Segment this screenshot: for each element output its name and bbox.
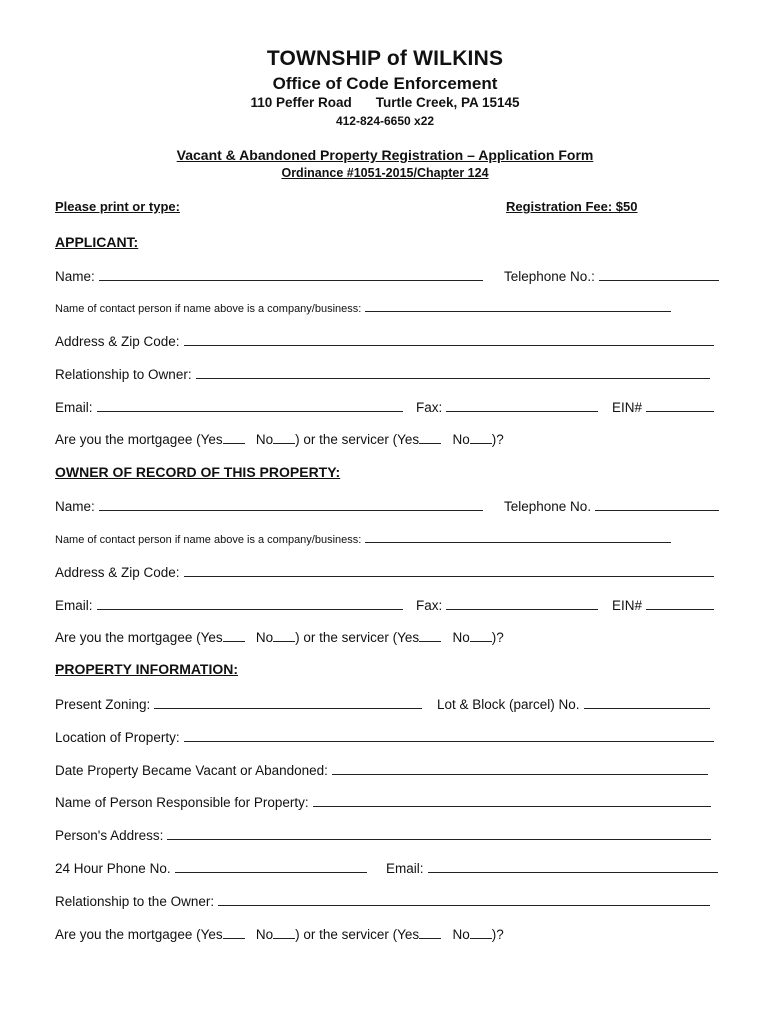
owner-question-end: )? <box>491 630 504 645</box>
property-date-row <box>55 762 708 779</box>
applicant-address-label: Address & Zip Code: <box>55 334 180 349</box>
property-zoning-field[interactable] <box>154 696 422 709</box>
owner-servicer-yes-field[interactable] <box>419 629 441 642</box>
applicant-name-field[interactable] <box>99 268 483 281</box>
applicant-name-label: Name: <box>55 269 95 284</box>
applicant-telephone-label: Telephone No.: <box>504 269 595 284</box>
owner-fax-row <box>416 597 598 614</box>
property-servicer-yes-field[interactable] <box>419 926 441 939</box>
applicant-mortgagee-question: Are you the mortgagee (Yes <box>55 432 223 447</box>
applicant-ein-row <box>612 399 714 416</box>
owner-name-row <box>55 498 483 515</box>
applicant-servicer-no-label: No <box>452 432 470 447</box>
owner-fax-label: Fax: <box>416 598 443 613</box>
property-location-field[interactable] <box>184 729 714 742</box>
owner-mortgagee-yes-field[interactable] <box>223 629 245 642</box>
property-servicer-no-field[interactable] <box>470 926 492 939</box>
owner-fax-field[interactable] <box>446 597 598 610</box>
owner-contact-field[interactable] <box>365 532 671 543</box>
property-mortgagee-no-field[interactable] <box>273 926 295 939</box>
applicant-fax-row <box>416 399 598 416</box>
applicant-fax-field[interactable] <box>446 399 598 412</box>
office-name: Office of Code Enforcement <box>272 74 498 93</box>
applicant-name-row <box>55 268 483 285</box>
property-mortgagee-yes-field[interactable] <box>223 926 245 939</box>
persons-address-label: Person's Address: <box>55 828 164 843</box>
property-responsible-label: Name of Person Responsible for Property: <box>55 795 309 810</box>
applicant-servicer-question: ) or the servicer (Yes <box>295 432 420 447</box>
property-servicer-no-label: No <box>452 927 470 942</box>
persons-address-row <box>55 827 711 844</box>
property-zoning-row <box>55 696 422 713</box>
property-mortgagee-row <box>55 926 504 943</box>
applicant-heading: APPLICANT: <box>55 234 139 250</box>
applicant-ein-field[interactable] <box>646 399 714 412</box>
applicant-relationship-row <box>55 366 710 383</box>
property-relationship-label: Relationship to the Owner: <box>55 894 215 909</box>
owner-telephone-row <box>504 498 719 515</box>
owner-name-field[interactable] <box>99 498 483 511</box>
applicant-telephone-field[interactable] <box>599 268 719 281</box>
property-relationship-field[interactable] <box>218 893 710 906</box>
applicant-servicer-no-field[interactable] <box>470 431 492 444</box>
applicant-contact-row <box>55 301 671 317</box>
owner-telephone-label: Telephone No. <box>504 499 592 514</box>
property-question-end: )? <box>491 927 504 942</box>
property-phone24-row <box>55 860 367 877</box>
office-city: Turtle Creek, PA 15145 <box>375 95 520 110</box>
township-title: TOWNSHIP of WILKINS <box>266 47 504 70</box>
applicant-email-label: Email: <box>55 400 93 415</box>
applicant-mortgagee-yes-field[interactable] <box>223 431 245 444</box>
owner-address-row <box>55 564 714 581</box>
property-email-row <box>386 860 718 877</box>
applicant-mortgagee-no-field[interactable] <box>273 431 295 444</box>
applicant-ein-label: EIN# <box>612 400 643 415</box>
owner-address-field[interactable] <box>184 564 714 577</box>
owner-name-label: Name: <box>55 499 95 514</box>
property-date-field[interactable] <box>332 762 708 775</box>
office-phone: 412-824-6650 x22 <box>335 114 435 128</box>
property-email-field[interactable] <box>428 860 718 873</box>
owner-servicer-question: ) or the servicer (Yes <box>295 630 420 645</box>
owner-mortgagee-row <box>55 629 504 646</box>
owner-email-field[interactable] <box>97 597 403 610</box>
owner-mortgagee-question: Are you the mortgagee (Yes <box>55 630 223 645</box>
property-location-label: Location of Property: <box>55 730 180 745</box>
registration-fee: Registration Fee: $50 <box>506 199 638 214</box>
ordinance-reference: Ordinance #1051-2015/Chapter 124 <box>281 166 489 180</box>
applicant-address-field[interactable] <box>184 333 714 346</box>
property-date-label: Date Property Became Vacant or Abandoned: <box>55 763 328 778</box>
owner-servicer-no-label: No <box>452 630 470 645</box>
property-zoning-label: Present Zoning: <box>55 697 151 712</box>
owner-address-label: Address & Zip Code: <box>55 565 180 580</box>
applicant-email-row <box>55 399 403 416</box>
persons-address-field[interactable] <box>167 827 711 840</box>
property-relationship-row <box>55 893 710 910</box>
applicant-contact-field[interactable] <box>365 301 671 312</box>
owner-mortgagee-no-label: No <box>255 630 274 645</box>
print-instruction: Please print or type: <box>55 199 180 214</box>
applicant-relationship-field[interactable] <box>196 366 710 379</box>
applicant-mortgagee-row <box>55 431 504 448</box>
owner-contact-label: Name of contact person if name above is a company/business: <box>55 534 362 546</box>
applicant-fax-label: Fax: <box>416 400 443 415</box>
owner-ein-label: EIN# <box>612 598 643 613</box>
applicant-email-field[interactable] <box>97 399 403 412</box>
applicant-relationship-label: Relationship to Owner: <box>55 367 192 382</box>
property-email-label: Email: <box>386 861 424 876</box>
property-location-row <box>55 729 714 746</box>
owner-servicer-no-field[interactable] <box>470 629 492 642</box>
form-title: Vacant & Abandoned Property Registration – Application Form <box>176 147 594 163</box>
owner-email-row <box>55 597 403 614</box>
applicant-contact-label: Name of contact person if name above is a company/business: <box>55 303 362 315</box>
office-address <box>0 95 770 110</box>
office-street: 110 Peffer Road <box>250 95 352 110</box>
property-phone24-field[interactable] <box>175 860 367 873</box>
applicant-question-end: )? <box>491 432 504 447</box>
owner-contact-row <box>55 532 671 548</box>
property-heading: PROPERTY INFORMATION: <box>55 661 239 677</box>
property-phone24-label: 24 Hour Phone No. <box>55 861 171 876</box>
owner-mortgagee-no-field[interactable] <box>273 629 295 642</box>
property-responsible-row <box>55 794 711 811</box>
property-mortgagee-question: Are you the mortgagee (Yes <box>55 927 223 942</box>
applicant-address-row <box>55 333 714 350</box>
applicant-servicer-yes-field[interactable] <box>419 431 441 444</box>
applicant-mortgagee-no-label: No <box>255 432 274 447</box>
applicant-telephone-row <box>504 268 719 285</box>
property-responsible-field[interactable] <box>313 794 711 807</box>
owner-ein-row <box>612 597 714 614</box>
owner-ein-field[interactable] <box>646 597 714 610</box>
property-mortgagee-no-label: No <box>255 927 274 942</box>
property-lot-row <box>437 696 710 713</box>
property-lot-label: Lot & Block (parcel) No. <box>437 697 580 712</box>
owner-email-label: Email: <box>55 598 93 613</box>
property-lot-field[interactable] <box>584 696 710 709</box>
owner-heading: OWNER OF RECORD OF THIS PROPERTY: <box>55 464 341 480</box>
owner-telephone-field[interactable] <box>595 498 719 511</box>
property-servicer-question: ) or the servicer (Yes <box>295 927 420 942</box>
